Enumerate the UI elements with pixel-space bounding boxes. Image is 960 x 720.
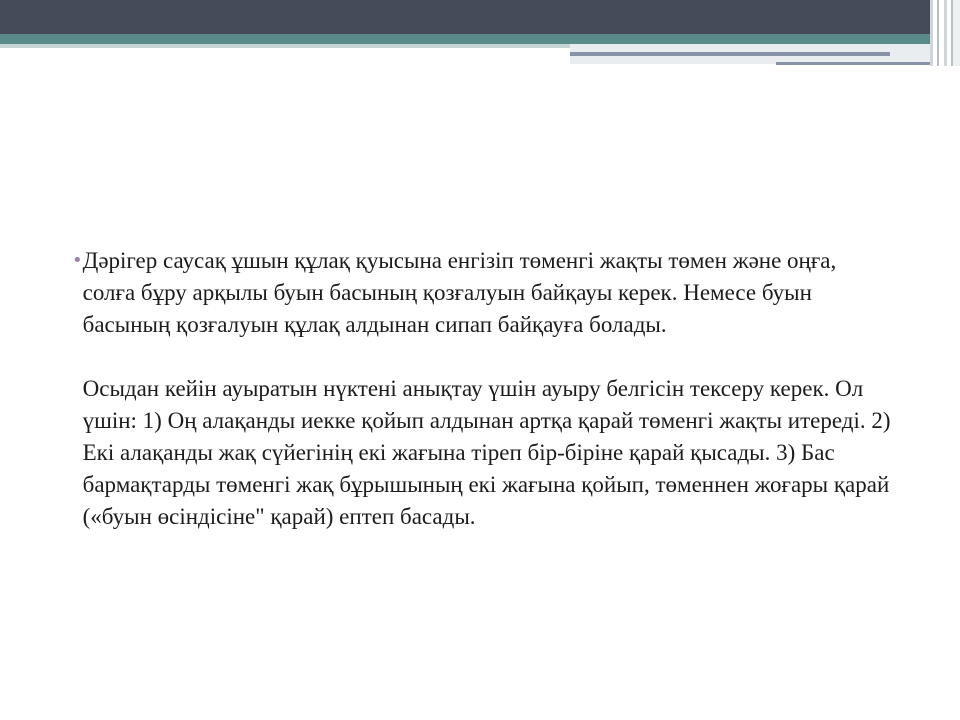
header-accent-line [570,52,890,56]
paragraph-2: Осыдан кейін ауыратын нүктені анықтау үшін ауыру белгісін тексеру керек. Ол үшін: 1) Оң алақанды иекке қойып алдынан артқа қарай төменгі жақты итереді. 2) Екі алақанды жақ сүйегінің екі жағына тіреп бір-біріне қарай қысады. 3) Бас бармақтарды төменгі жақ бұрышының екі жағына қойып, төменнен жоғары қарай («буын өсіндісіне" қарай) ептеп басады. [82,376,891,529]
bullet-item [72,245,892,533]
header-teal-band [0,34,930,44]
header-light-band [0,44,570,48]
slide-content [72,245,892,533]
bullet-dot-icon: • [72,250,83,271]
paragraph-gap [83,341,892,373]
paragraph-1: Дәрігер саусақ ұшын құлақ қуысына енгізіп төменгі жақты төмен және оңға, солға бұру арқылы буын басының қозғалуын байқауы керек. Немесе буын басының қозғалуын құлақ алдынан сипап байқауға болады. [82,248,837,337]
bullet-text [83,245,892,533]
header-edge-stripes [930,0,960,66]
header-dark-bar [0,0,930,34]
header-accent-line-short [776,62,942,65]
